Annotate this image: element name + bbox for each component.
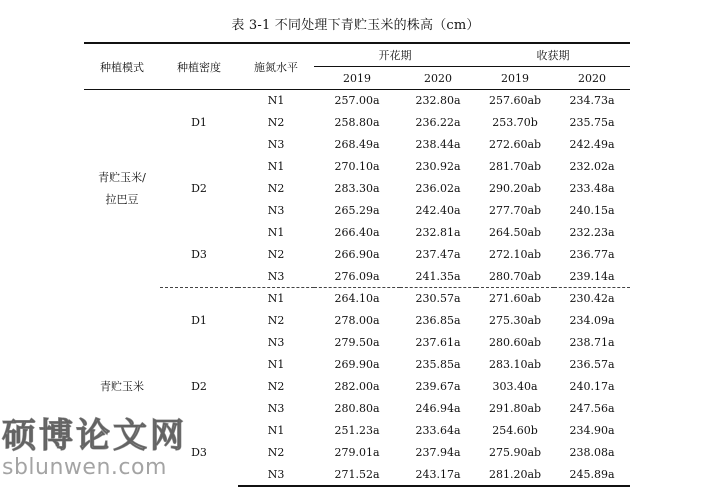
cell-harvest-2019: 272.60ab — [488, 138, 542, 152]
cell-flowering-2019: 268.49a — [334, 138, 380, 152]
cell-nitrogen-level: N1 — [267, 225, 285, 239]
cell-nitrogen-level: N1 — [267, 94, 285, 108]
header-harvest-stage: 收获期 — [476, 43, 630, 67]
cell-planting-density: D2 — [191, 380, 207, 394]
table-row — [84, 221, 630, 243]
cell-harvest-2020: 234.73a — [569, 94, 615, 108]
cell-harvest-2019: 303.40a — [492, 380, 538, 394]
cell-nitrogen-level: N2 — [267, 314, 285, 328]
cell-flowering-2020: 238.44a — [415, 138, 461, 152]
cell-harvest-2019: 281.70ab — [488, 160, 542, 174]
cell-harvest-2020: 234.90a — [569, 423, 615, 437]
cell-nitrogen-level: N3 — [267, 138, 285, 152]
cell-flowering-2019: 271.52a — [314, 463, 400, 486]
cell-harvest-2019: 254.60b — [492, 423, 538, 437]
cell-planting-density: D2 — [191, 182, 207, 195]
header-flowering-2019: 2019 — [314, 67, 400, 90]
cell-nitrogen-level: N2 — [267, 445, 285, 459]
cell-harvest-2019: 280.70ab — [488, 269, 542, 283]
cell-flowering-2019: 279.01a — [334, 445, 380, 459]
cell-harvest-2020: 239.14a — [569, 269, 615, 283]
cell-harvest-2019: 257.60ab — [488, 94, 542, 108]
cell-planting-density: D3 — [191, 446, 207, 460]
plant-height-table — [84, 42, 630, 487]
cell-harvest-2020: 236.77a — [569, 247, 615, 261]
cell-flowering-2020: 232.80a — [415, 94, 461, 108]
cell-harvest-2020: 238.71a — [569, 336, 615, 350]
cell-flowering-2019: 258.80a — [334, 116, 380, 130]
cell-harvest-2020: 236.57a — [569, 358, 615, 372]
header-flowering-stage: 开花期 — [314, 43, 476, 67]
cell-flowering-2020: 235.85a — [415, 358, 461, 372]
cell-harvest-2019: 290.20ab — [488, 182, 542, 195]
cell-flowering-2020: 246.94a — [415, 401, 461, 415]
table-row — [84, 419, 630, 441]
cell-nitrogen-level: N1 — [267, 358, 285, 372]
cell-flowering-2019: 265.29a — [334, 203, 380, 217]
cell-flowering-2019: 269.90a — [334, 358, 380, 372]
table-body — [84, 90, 630, 487]
cell-harvest-2020: 247.56a — [569, 401, 615, 415]
cell-harvest-2020: 232.02a — [569, 160, 615, 174]
watermark-en: sblunwen.com — [2, 455, 167, 480]
cell-flowering-2020: 232.81a — [415, 225, 461, 239]
cell-nitrogen-level: N3 — [267, 203, 285, 217]
cell-harvest-2020: 238.08a — [569, 445, 615, 459]
cell-harvest-2020: 232.23a — [569, 225, 615, 239]
header-nitrogen-level: 施氮水平 — [238, 43, 314, 90]
cell-flowering-2020: 236.02a — [415, 182, 461, 195]
header-planting-mode: 种植模式 — [84, 43, 160, 90]
cell-harvest-2020: 233.48a — [569, 182, 615, 195]
cell-harvest-2019: 281.20ab — [476, 463, 554, 486]
cell-flowering-2020: 236.22a — [415, 116, 461, 130]
cell-planting-mode — [84, 288, 160, 487]
table-row — [84, 156, 630, 178]
cell-nitrogen-level: N3 — [267, 336, 285, 350]
watermark-cn: 硕博论文网 — [2, 416, 187, 456]
cell-harvest-2019: 272.10ab — [488, 247, 542, 261]
table-row — [84, 288, 630, 310]
cell-harvest-2019: 283.10ab — [488, 358, 542, 372]
cell-flowering-2019: 280.80a — [334, 401, 380, 415]
cell-flowering-2020: 236.85a — [415, 314, 461, 328]
cell-harvest-2020: 245.89a — [554, 463, 630, 486]
cell-planting-density: D3 — [191, 247, 207, 261]
table-caption: 表 3-1 不同处理下青贮玉米的株高（cm） — [231, 18, 480, 33]
cell-flowering-2019: 278.00a — [334, 314, 380, 328]
cell-nitrogen-level: N2 — [267, 182, 285, 195]
cell-harvest-2019: 277.70ab — [488, 203, 542, 217]
cell-harvest-2019: 291.80ab — [488, 401, 542, 415]
cell-flowering-2019: 279.50a — [334, 336, 380, 350]
cell-flowering-2020: 237.47a — [415, 247, 461, 261]
planting-mode-label: 青贮玉米 — [100, 379, 144, 393]
cell-flowering-2020: 233.64a — [415, 423, 461, 437]
cell-nitrogen-level: N3 — [267, 269, 285, 283]
cell-planting-density: D1 — [160, 288, 238, 354]
cell-flowering-2019: 270.10a — [334, 160, 380, 174]
cell-harvest-2020: 240.15a — [569, 203, 615, 217]
cell-flowering-2020: 237.61a — [415, 336, 461, 350]
cell-flowering-2019: 276.09a — [334, 269, 380, 283]
cell-harvest-2019: 253.70b — [492, 116, 538, 130]
cell-nitrogen-level: N2 — [267, 247, 285, 261]
cell-flowering-2019: 282.00a — [334, 380, 380, 394]
table-row — [84, 354, 630, 376]
header-planting-density: 种植密度 — [160, 43, 238, 90]
cell-flowering-2019: 266.90a — [334, 247, 380, 261]
cell-flowering-2019: 257.00a — [334, 94, 380, 108]
cell-planting-density: D1 — [191, 116, 207, 130]
cell-flowering-2019: 266.40a — [334, 225, 380, 239]
cell-planting-mode — [84, 90, 160, 288]
header-flowering-2020: 2020 — [400, 67, 476, 90]
cell-harvest-2019: 280.60ab — [488, 336, 542, 350]
cell-flowering-2020: 242.40a — [415, 203, 461, 217]
cell-nitrogen-level: N1 — [238, 288, 314, 310]
cell-nitrogen-level: N3 — [267, 401, 285, 415]
cell-harvest-2020: 242.49a — [569, 138, 615, 152]
cell-flowering-2020: 239.67a — [415, 380, 461, 394]
cell-nitrogen-level: N2 — [267, 116, 285, 130]
cell-flowering-2020: 237.94a — [415, 445, 461, 459]
cell-harvest-2020: 230.42a — [554, 288, 630, 310]
cell-harvest-2019: 275.90ab — [488, 445, 542, 459]
cell-nitrogen-level: N3 — [238, 463, 314, 486]
cell-harvest-2020: 235.75a — [569, 116, 615, 130]
cell-harvest-2020: 240.17a — [569, 380, 615, 394]
cell-flowering-2020: 241.35a — [415, 269, 461, 283]
cell-harvest-2020: 234.09a — [569, 314, 615, 328]
cell-flowering-2019: 283.30a — [334, 182, 380, 195]
planting-mode-label: 青贮玉米/ 拉巴豆 — [98, 170, 146, 206]
cell-flowering-2019: 251.23a — [334, 423, 380, 437]
cell-harvest-2019: 264.50ab — [488, 225, 542, 239]
cell-nitrogen-level: N2 — [267, 380, 285, 394]
header-harvest-2019: 2019 — [476, 67, 554, 90]
cell-flowering-2020: 243.17a — [400, 463, 476, 486]
cell-flowering-2019: 264.10a — [314, 288, 400, 310]
header-harvest-2020: 2020 — [554, 67, 630, 90]
table-row — [84, 90, 630, 112]
cell-harvest-2019: 275.30ab — [488, 314, 542, 328]
cell-flowering-2020: 230.57a — [400, 288, 476, 310]
cell-nitrogen-level: N1 — [267, 423, 285, 437]
cell-nitrogen-level: N1 — [267, 160, 285, 174]
cell-harvest-2019: 271.60ab — [476, 288, 554, 310]
cell-flowering-2020: 230.92a — [415, 160, 461, 174]
